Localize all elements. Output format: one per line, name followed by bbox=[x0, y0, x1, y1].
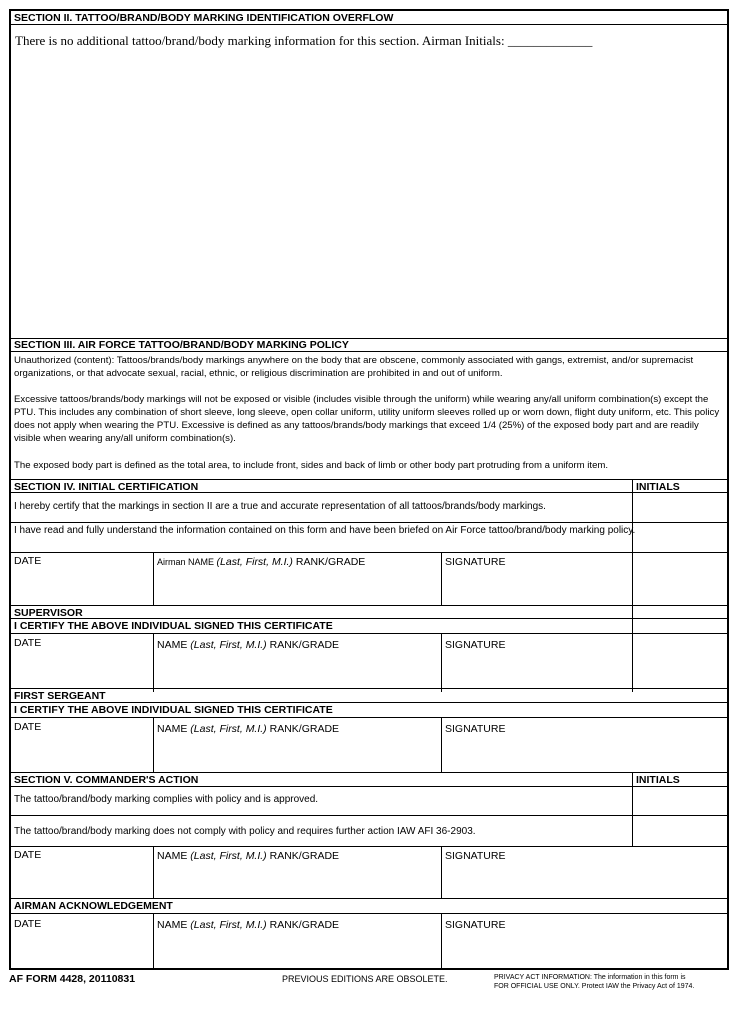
supervisor-name-field[interactable] bbox=[154, 651, 441, 691]
policy-unauthorized-paragraph: Unauthorized (content): Tattoos/brands/body markings anywhere on the body that are obscene, commonly associated with gangs, extremist, and/or supremacist organizations, or that advocate sexual, racial, ethnic, or religious discrimination are prohibited in and out of uniform. bbox=[14, 355, 694, 379]
airman-date-label: DATE bbox=[14, 555, 42, 567]
divider bbox=[11, 605, 727, 606]
divider bbox=[11, 479, 727, 480]
section-2-header: SECTION II. TATTOO/BRAND/BODY MARKING IDENTIFICATION OVERFLOW bbox=[14, 12, 394, 24]
commander-signature-field[interactable] bbox=[442, 861, 727, 897]
section-2-overflow-area[interactable] bbox=[11, 25, 727, 337]
privacy-act-line-1: PRIVACY ACT INFORMATION: The information in this form is bbox=[494, 974, 686, 981]
does-not-comply-statement: The tattoo/brand/body marking does not comply with policy and requires further action IAW AFI 36-2903. bbox=[14, 826, 476, 837]
divider bbox=[11, 772, 727, 773]
commander-name-field[interactable] bbox=[154, 861, 441, 897]
acknowledgement-name-field[interactable] bbox=[154, 931, 441, 968]
divider bbox=[11, 815, 727, 816]
commander-date-label: DATE bbox=[14, 849, 42, 861]
airman-name-prefix: Airman NAME bbox=[157, 557, 217, 567]
airman-acknowledgement-header: AIRMAN ACKNOWLEDGEMENT bbox=[14, 900, 173, 912]
divider bbox=[11, 688, 727, 689]
name-format-hint: (Last, First, M.I.) bbox=[190, 639, 267, 651]
name-prefix: NAME bbox=[157, 850, 191, 862]
airman-signature-label: SIGNATURE bbox=[445, 556, 506, 568]
first-sergeant-date-field[interactable] bbox=[11, 734, 153, 771]
supervisor-header: SUPERVISOR bbox=[14, 607, 83, 619]
initials-read-policy-field[interactable] bbox=[633, 523, 727, 551]
divider bbox=[11, 618, 727, 619]
divider bbox=[11, 552, 727, 553]
no-additional-info-statement: There is no additional tattoo/brand/body marking information for this section. Airman Initials: _____________ bbox=[15, 33, 593, 48]
divider bbox=[11, 702, 727, 703]
previous-editions-note: PREVIOUS EDITIONS ARE OBSOLETE. bbox=[282, 974, 448, 984]
acknowledgement-date-label: DATE bbox=[14, 918, 42, 930]
form-id: AF FORM 4428, 20110831 bbox=[9, 973, 136, 985]
rank-grade-label: RANK/GRADE bbox=[266, 639, 340, 651]
name-format-hint: (Last, First, M.I.) bbox=[190, 723, 267, 735]
divider bbox=[11, 846, 727, 847]
rank-grade-label: RANK/GRADE bbox=[266, 723, 340, 735]
acknowledgement-signature-label: SIGNATURE bbox=[445, 919, 506, 931]
rank-grade-label: RANK/GRADE bbox=[292, 556, 366, 568]
policy-exposed-paragraph: The exposed body part is defined as the total area, to include front, sides and back of limb or other body part protruding from a uniform item. bbox=[14, 460, 609, 471]
name-format-hint: (Last, First, M.I.) bbox=[190, 850, 267, 862]
name-prefix: NAME bbox=[157, 919, 191, 931]
acknowledgement-date-field[interactable] bbox=[11, 931, 153, 968]
section-3-header: SECTION III. AIR FORCE TATTOO/BRAND/BODY MARKING POLICY bbox=[14, 339, 349, 351]
supervisor-signature-label: SIGNATURE bbox=[445, 639, 506, 651]
name-format-hint: (Last, First, M.I.) bbox=[190, 919, 267, 931]
name-prefix: NAME bbox=[157, 639, 191, 651]
divider bbox=[11, 633, 727, 634]
supervisor-date-field[interactable] bbox=[11, 651, 153, 691]
name-prefix: NAME bbox=[157, 723, 191, 735]
divider bbox=[11, 717, 727, 718]
acknowledgement-signature-field[interactable] bbox=[442, 931, 727, 968]
initials-complies-field[interactable] bbox=[633, 787, 727, 814]
initials-certify-markings-field[interactable] bbox=[633, 493, 727, 521]
rank-grade-label: RANK/GRADE bbox=[266, 919, 340, 931]
read-policy-statement: I have read and fully understand the information contained on this form and have been briefed on Air Force tattoo/brand/body marking policy. bbox=[14, 525, 636, 536]
certify-markings-statement: I hereby certify that the markings in section II are a true and accurate representation of all tattoos/brands/body markings. bbox=[14, 501, 546, 512]
initials-does-not-comply-field[interactable] bbox=[633, 816, 727, 845]
airman-name-field[interactable] bbox=[154, 567, 441, 604]
section-4-header: SECTION IV. INITIAL CERTIFICATION bbox=[14, 481, 199, 493]
first-sergeant-date-label: DATE bbox=[14, 721, 42, 733]
divider bbox=[11, 898, 727, 899]
airman-date-field[interactable] bbox=[11, 567, 153, 604]
divider bbox=[11, 913, 727, 914]
airman-signature-field[interactable] bbox=[442, 567, 632, 604]
initials-header: INITIALS bbox=[636, 481, 680, 493]
divider bbox=[11, 522, 727, 523]
supervisor-certify-header: I CERTIFY THE ABOVE INDIVIDUAL SIGNED THIS CERTIFICATE bbox=[14, 620, 333, 632]
divider bbox=[11, 786, 727, 787]
supervisor-signature-field[interactable] bbox=[442, 651, 632, 691]
commander-date-field[interactable] bbox=[11, 861, 153, 897]
rank-grade-label: RANK/GRADE bbox=[266, 850, 340, 862]
first-sergeant-certify-header: I CERTIFY THE ABOVE INDIVIDUAL SIGNED THIS CERTIFICATE bbox=[14, 704, 333, 716]
complies-statement: The tattoo/brand/body marking complies with policy and is approved. bbox=[14, 794, 319, 805]
name-format-hint: (Last, First, M.I.) bbox=[216, 556, 293, 568]
af-form-4428 bbox=[9, 9, 729, 970]
privacy-act-line-2: FOR OFFICIAL USE ONLY. Protect IAW the Privacy Act of 1974. bbox=[494, 983, 695, 990]
policy-excessive-paragraph: Excessive tattoos/brands/body markings will not be exposed or visible (includes visible through the uniform) while wearing any/all uniform combination(s) except the PTU. This includes any combination of short sleeve, long sleeve, open collar uniform, utility uniform sleeves rolled up or worn down, flight duty uniform, etc. This policy does not apply when wearing the PTU. Excessive is defined as any tattoos/brands/body markings that exceed 1/4 (25%) of the exposed body part and are readily visible when wearing any/all uniform combination(s). bbox=[14, 394, 720, 444]
supervisor-name-label bbox=[157, 639, 339, 651]
commander-signature-label: SIGNATURE bbox=[445, 850, 506, 862]
supervisor-date-label: DATE bbox=[14, 637, 42, 649]
first-sergeant-name-field[interactable] bbox=[154, 734, 441, 771]
acknowledgement-name-label bbox=[157, 919, 339, 931]
first-sergeant-signature-label: SIGNATURE bbox=[445, 723, 506, 735]
divider bbox=[11, 492, 727, 493]
divider bbox=[11, 351, 727, 352]
section-5-header: SECTION V. COMMANDER'S ACTION bbox=[14, 774, 199, 786]
first-sergeant-header: FIRST SERGEANT bbox=[14, 690, 106, 702]
first-sergeant-signature-field[interactable] bbox=[442, 734, 727, 771]
commander-initials-header: INITIALS bbox=[636, 774, 680, 786]
